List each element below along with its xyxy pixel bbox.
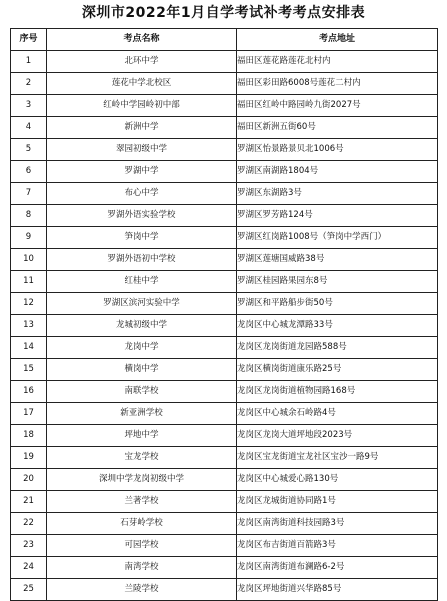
- serial-number-cell: 13: [11, 315, 47, 337]
- serial-number-cell: 7: [11, 183, 47, 205]
- venue-name-cell: 兰著学校: [47, 491, 237, 513]
- serial-number-cell: 18: [11, 425, 47, 447]
- table-row: [11, 425, 438, 447]
- venue-name-cell: 新洲中学: [47, 117, 237, 139]
- venue-name-cell: 龙城初级中学: [47, 315, 237, 337]
- venue-address-cell: 龙岗区布吉街道百箭路3号: [237, 535, 438, 557]
- serial-number-cell: 21: [11, 491, 47, 513]
- venue-address-cell: 罗湖区桂园路果园东8号: [237, 271, 438, 293]
- venue-name-cell: 罗湖中学: [47, 161, 237, 183]
- venue-name-cell: 石芽岭学校: [47, 513, 237, 535]
- venue-name-cell: 可园学校: [47, 535, 237, 557]
- venue-name-cell: 罗湖外语实验学校: [47, 205, 237, 227]
- venue-address-cell: 龙岗区中心城龙潭路33号: [237, 315, 438, 337]
- table-row: [11, 315, 438, 337]
- venue-address-cell: 福田区彩田路6008号莲花二村内: [237, 73, 438, 95]
- exam-venue-table: [10, 28, 438, 601]
- serial-number-cell: 11: [11, 271, 47, 293]
- table-row: [11, 469, 438, 491]
- venue-address-cell: 福田区新洲五街60号: [237, 117, 438, 139]
- venue-name-cell: 红桂中学: [47, 271, 237, 293]
- table-row: [11, 579, 438, 601]
- venue-address-cell: 龙岗区龙岗街道龙园路588号: [237, 337, 438, 359]
- venue-name-cell: 翠园初级中学: [47, 139, 237, 161]
- venue-address-cell: 龙岗区龙岗大道坪地段2023号: [237, 425, 438, 447]
- table-row: [11, 117, 438, 139]
- table-row: [11, 249, 438, 271]
- venue-address-cell: 罗湖区红岗路1008号（笋岗中学西门）: [237, 227, 438, 249]
- serial-number-cell: 23: [11, 535, 47, 557]
- venue-address-cell: 龙岗区坪地街道兴华路85号: [237, 579, 438, 601]
- table-row: [11, 183, 438, 205]
- table-header-row: [11, 29, 438, 51]
- venue-name-cell: 新亚洲学校: [47, 403, 237, 425]
- serial-number-cell: 6: [11, 161, 47, 183]
- table-row: [11, 557, 438, 579]
- venue-address-cell: 罗湖区和平路船步街50号: [237, 293, 438, 315]
- venue-name-cell: 罗湖外语初中学校: [47, 249, 237, 271]
- venue-address-cell: 龙岗区中心城余石岭路4号: [237, 403, 438, 425]
- venue-name-cell: 兰陵学校: [47, 579, 237, 601]
- table-row: [11, 51, 438, 73]
- serial-number-cell: 8: [11, 205, 47, 227]
- serial-number-cell: 15: [11, 359, 47, 381]
- venue-address-cell: 福田区莲花路莲花北村内: [237, 51, 438, 73]
- table-row: [11, 95, 438, 117]
- table-row: [11, 271, 438, 293]
- table-row: [11, 337, 438, 359]
- table-row: [11, 205, 438, 227]
- venue-address-cell: 龙岗区龙城街道协同路1号: [237, 491, 438, 513]
- venue-address-cell: 罗湖区南湖路1804号: [237, 161, 438, 183]
- serial-number-cell: 16: [11, 381, 47, 403]
- serial-number-cell: 2: [11, 73, 47, 95]
- header-serial-number: 序号: [11, 29, 47, 51]
- table-row: [11, 227, 438, 249]
- venue-address-cell: 龙岗区南湾街道科技园路3号: [237, 513, 438, 535]
- venue-name-cell: 北环中学: [47, 51, 237, 73]
- table-row: [11, 139, 438, 161]
- serial-number-cell: 24: [11, 557, 47, 579]
- serial-number-cell: 10: [11, 249, 47, 271]
- venue-address-cell: 罗湖区莲塘国威路38号: [237, 249, 438, 271]
- venue-address-cell: 龙岗区横岗街道康乐路25号: [237, 359, 438, 381]
- venue-name-cell: 罗湖区滨河实验中学: [47, 293, 237, 315]
- venue-address-cell: 龙岗区龙岗街道植物园路168号: [237, 381, 438, 403]
- table-row: [11, 161, 438, 183]
- header-venue-address: 考点地址: [237, 29, 438, 51]
- venue-address-cell: 龙岗区中心城爱心路130号: [237, 469, 438, 491]
- serial-number-cell: 3: [11, 95, 47, 117]
- serial-number-cell: 14: [11, 337, 47, 359]
- table-row: [11, 381, 438, 403]
- venue-address-cell: 罗湖区东湖路3号: [237, 183, 438, 205]
- venue-name-cell: 宝龙学校: [47, 447, 237, 469]
- venue-name-cell: 红岭中学园岭初中部: [47, 95, 237, 117]
- venue-name-cell: 布心中学: [47, 183, 237, 205]
- serial-number-cell: 19: [11, 447, 47, 469]
- venue-address-cell: 罗湖区罗芳路124号: [237, 205, 438, 227]
- venue-name-cell: 横岗中学: [47, 359, 237, 381]
- venue-name-cell: 南湾学校: [47, 557, 237, 579]
- venue-name-cell: 坪地中学: [47, 425, 237, 447]
- serial-number-cell: 4: [11, 117, 47, 139]
- table-row: [11, 403, 438, 425]
- table-row: [11, 535, 438, 557]
- venue-name-cell: 深圳中学龙岗初级中学: [47, 469, 237, 491]
- venue-name-cell: 莲花中学北校区: [47, 73, 237, 95]
- venue-name-cell: 龙岗中学: [47, 337, 237, 359]
- venue-name-cell: 南联学校: [47, 381, 237, 403]
- serial-number-cell: 1: [11, 51, 47, 73]
- serial-number-cell: 9: [11, 227, 47, 249]
- serial-number-cell: 25: [11, 579, 47, 601]
- venue-name-cell: 笋岗中学: [47, 227, 237, 249]
- serial-number-cell: 12: [11, 293, 47, 315]
- table-body: [11, 51, 438, 601]
- serial-number-cell: 17: [11, 403, 47, 425]
- venue-address-cell: 罗湖区怡景路景贝北1006号: [237, 139, 438, 161]
- table-row: [11, 513, 438, 535]
- serial-number-cell: 5: [11, 139, 47, 161]
- table-row: [11, 447, 438, 469]
- serial-number-cell: 20: [11, 469, 47, 491]
- serial-number-cell: 22: [11, 513, 47, 535]
- header-venue-name: 考点名称: [47, 29, 237, 51]
- table-row: [11, 73, 438, 95]
- document-title: 深圳市2022年1月自学考试补考考点安排表: [81, 5, 366, 21]
- table-row: [11, 359, 438, 381]
- venue-address-cell: 龙岗区宝龙街道宝龙社区宝沙一路9号: [237, 447, 438, 469]
- venue-address-cell: 福田区红岭中路园岭九街2027号: [237, 95, 438, 117]
- table-row: [11, 491, 438, 513]
- venue-address-cell: 龙岗区南湾街道布澜路6-2号: [237, 557, 438, 579]
- table-row: [11, 293, 438, 315]
